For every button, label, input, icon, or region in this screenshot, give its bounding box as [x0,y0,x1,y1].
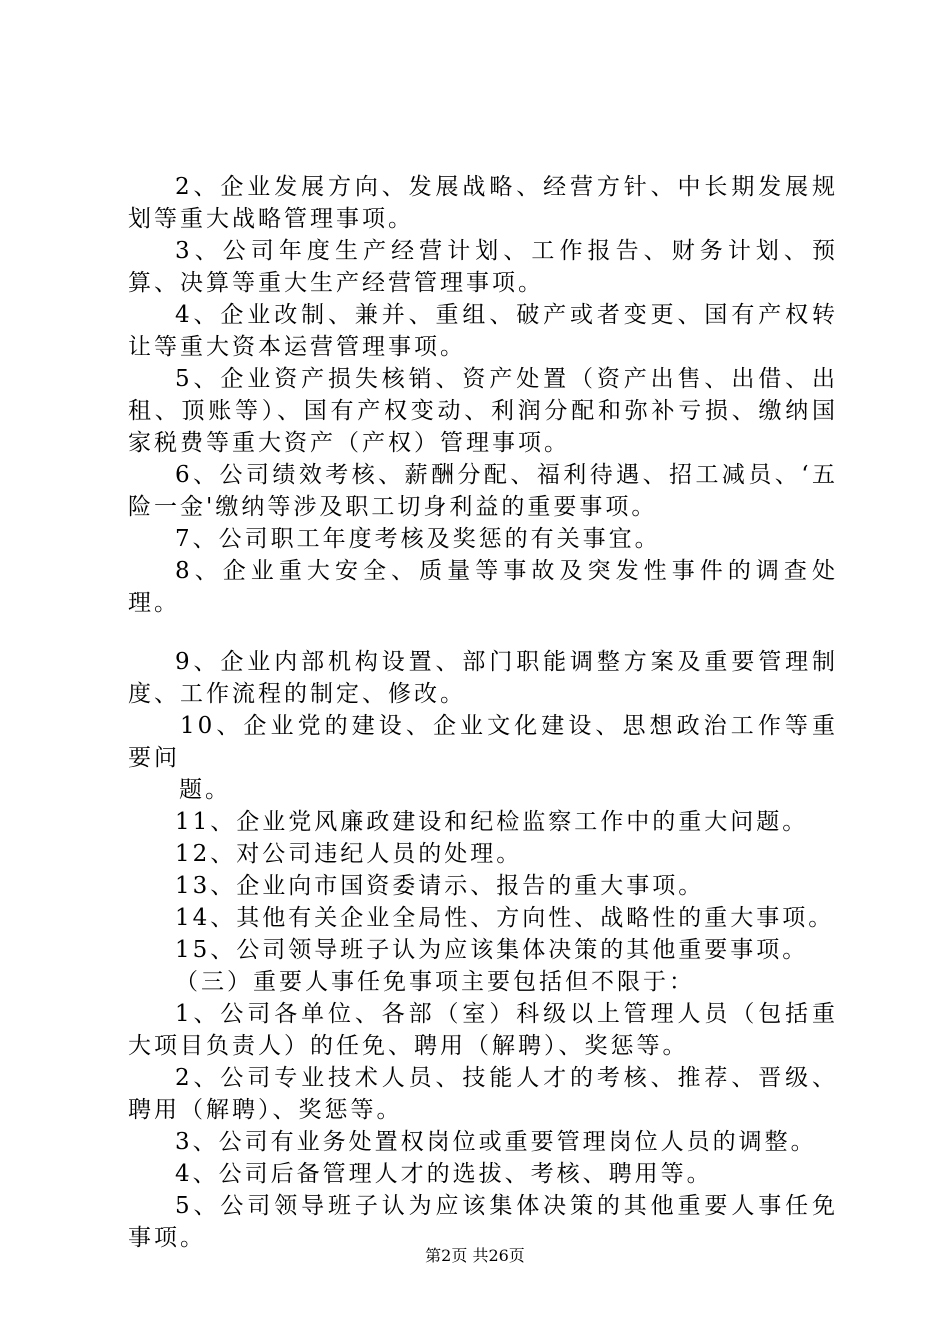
paragraph: 2、企业发展方向、发展战略、经营方针、中长期发展规划等重大战略管理事项。 [128,174,838,232]
paragraph: 8、企业重大安全、质量等事故及突发性事件的调查处理。 [128,558,838,616]
paragraph: 6、公司绩效考核、薪酬分配、福利待遇、招工减员、‘五险一金'缴纳等涉及职工切身利益的重要事项。 [128,462,838,520]
paragraph: 2、公司专业技术人员、技能人才的考核、推荐、晋级、聘用（解聘）、奖惩等。 [128,1065,838,1123]
paragraph: 5、企业资产损失核销、资产处置（资产出售、出借、出租、顶账等）、国有产权变动、利润分配和弥补亏损、缴纳国家税费等重大资产（产权）管理事项。 [128,366,838,456]
paragraph: 11、企业党风廉政建设和纪检监察工作中的重大问题。 [175,809,809,835]
paragraph: 3、公司有业务处置权岗位或重要管理岗位人员的调整。 [175,1129,817,1155]
paragraph-gap [128,619,838,646]
paragraph: 4、公司后备管理人才的选拔、考核、聘用等。 [175,1161,713,1187]
paragraph: 7、公司职工年度考核及奖惩的有关事宜。 [175,526,661,552]
paragraph: 5、公司领导班子认为应该集体决策的其他重要人事任免事项。 [128,1193,838,1251]
section-heading: （三）重要人事任免事项主要包括但不限于： [175,969,695,995]
paragraph: 9、企业内部机构设置、部门职能调整方案及重要管理制度、工作流程的制定、修改。 [128,649,838,707]
paragraph-continuation: 题。 [179,777,231,803]
paragraph: 12、对公司违纪人员的处理。 [175,841,523,867]
document-body [128,171,838,1254]
paragraph: 13、企业向市国资委请示、报告的重大事项。 [175,873,705,899]
paragraph: 4、企业改制、兼并、重组、破产或者变更、国有产权转让等重大资本运营管理事项。 [128,302,838,360]
paragraph: 3、公司年度生产经营计划、工作报告、财务计划、预算、决算等重大生产经营管理事项。 [128,238,838,296]
paragraph: 1、公司各单位、各部（室）科级以上管理人员（包括重大项目负责人）的任免、聘用（解聘）、奖惩等。 [128,1001,838,1059]
paragraph: 14、其他有关企业全局性、方向性、战略性的重大事项。 [175,905,835,931]
page-number-footer: 第2页 共26页 [425,1246,525,1265]
paragraph: 10、企业党的建设、企业文化建设、思想政治工作等重要问 [128,713,838,771]
paragraph: 15、公司领导班子认为应该集体决策的其他重要事项。 [175,937,809,963]
